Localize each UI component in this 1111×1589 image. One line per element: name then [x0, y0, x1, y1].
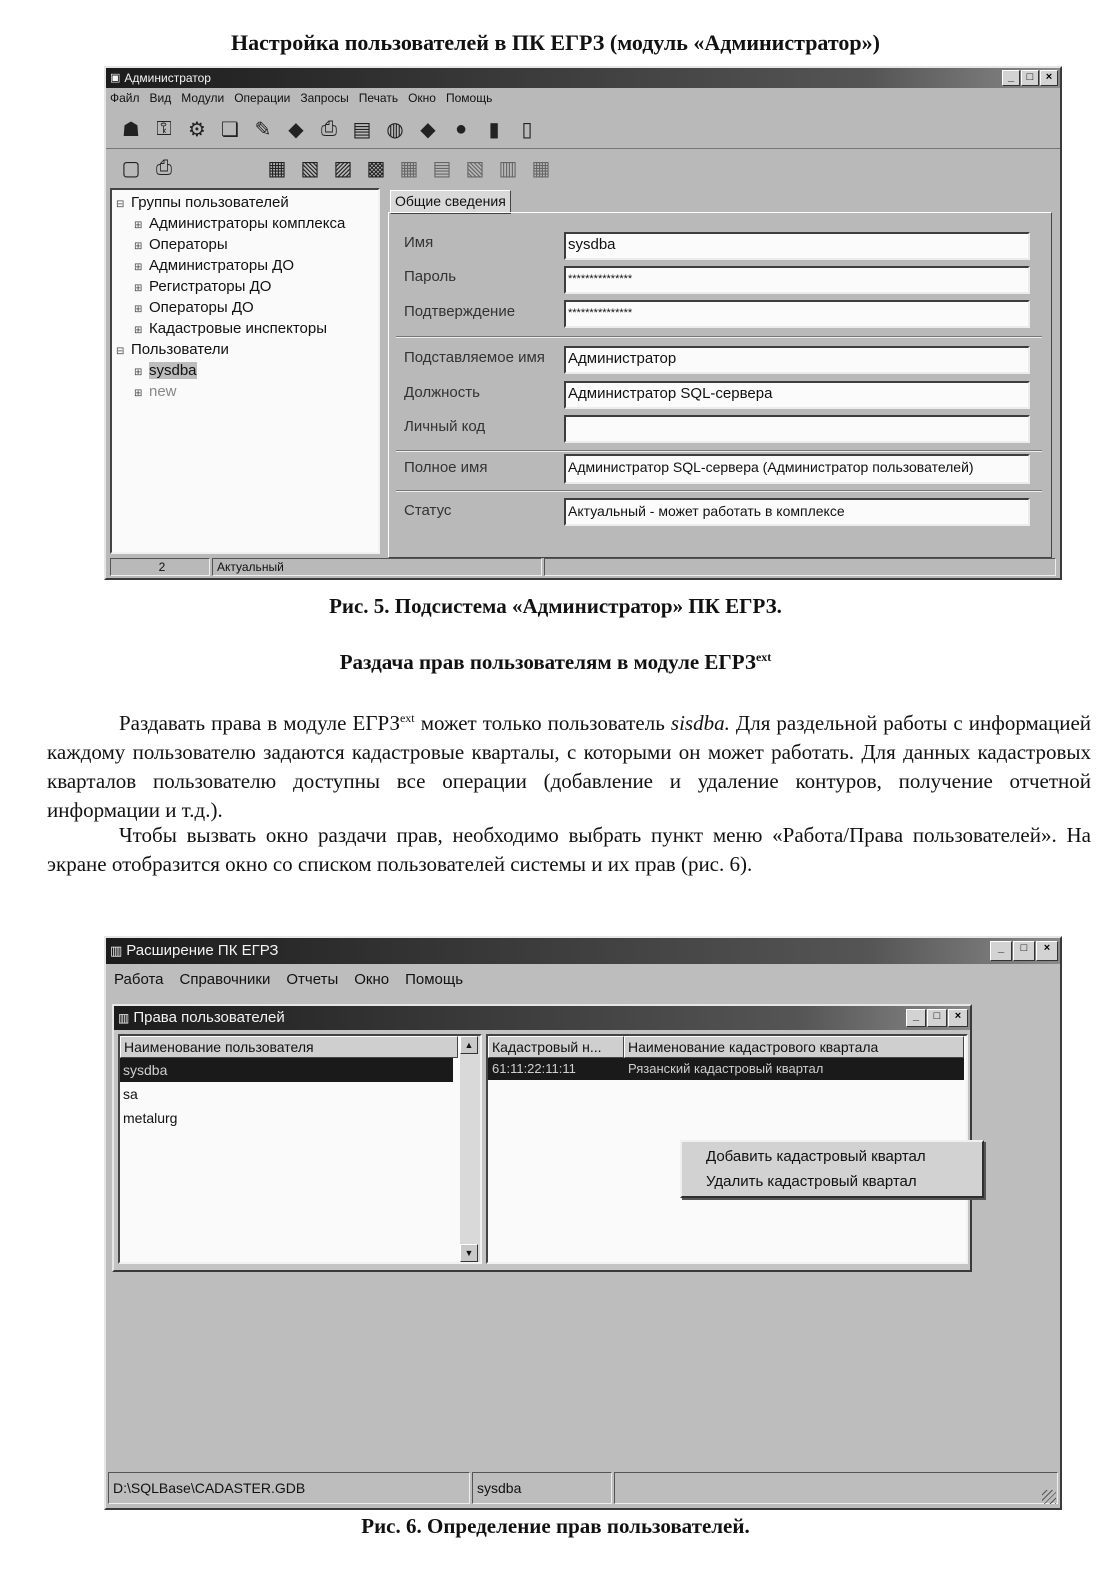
new-doc-icon[interactable]: ▢ — [121, 157, 141, 180]
menu-item[interactable]: Файл — [110, 91, 140, 105]
paragraph-2: Чтобы вызвать окно раздачи прав, необходимо выбрать пункт меню «Работа/Права пользователей». На экране отобразится окно со списком пользователей системы и их прав (рис. 6). — [47, 823, 1091, 876]
grid-save-icon[interactable]: ▦ — [531, 157, 551, 180]
expand-icon[interactable]: ⊞ — [134, 367, 143, 378]
extension-menubar — [106, 964, 1060, 994]
full-name-field[interactable]: Администратор SQL-сервера (Администратор пользователей) — [564, 454, 1030, 484]
position-field[interactable]: Администратор SQL-сервера — [564, 381, 1030, 409]
expand-icon[interactable]: ⊞ — [134, 220, 143, 231]
globe-icon[interactable]: ◍ — [386, 118, 404, 141]
users-list — [118, 1034, 482, 1264]
expand-icon[interactable]: ⊞ — [134, 283, 143, 294]
scroll-down-icon[interactable]: ▼ — [460, 1244, 478, 1262]
tree-node-group[interactable] — [116, 213, 374, 234]
tree-node-label: Кадастровые инспекторы — [149, 320, 328, 337]
menu-item[interactable]: Вид — [149, 91, 172, 105]
user-row[interactable]: metalurg — [123, 1110, 178, 1126]
quarter-name-cell: Рязанский кадастровый квартал — [628, 1061, 824, 1076]
print-icon[interactable]: ⎙ — [156, 156, 172, 179]
collapse-icon[interactable]: ⊟ — [116, 346, 125, 357]
tab-general[interactable]: Общие сведения — [390, 190, 511, 214]
extension-window-title: Расширение ПК ЕГРЗ — [126, 942, 279, 959]
maximize-icon[interactable]: □ — [1013, 941, 1035, 961]
book-icon[interactable]: ▮ — [488, 118, 500, 141]
user-rights-titlebar — [114, 1006, 970, 1030]
resize-grip-icon[interactable] — [1042, 1490, 1056, 1504]
form-divider — [396, 490, 1042, 492]
users-column-header[interactable]: Наименование пользователя — [120, 1036, 458, 1058]
grid-up-icon[interactable]: ▩ — [366, 157, 386, 180]
admin-toolbar-main — [118, 112, 547, 146]
figure-5-caption: Рис. 5. Подсистема «Администратор» ПК ЕГРЗ. — [329, 594, 782, 618]
expand-icon[interactable]: ⊞ — [134, 388, 143, 399]
menu-item[interactable]: Окно — [408, 91, 436, 105]
section-heading: Раздача прав пользователям в модуле $ЕГРЗ^{ext}$ — [339, 650, 772, 674]
close-icon[interactable]: × — [1040, 70, 1058, 86]
full-name-label: Полное имя — [404, 459, 488, 476]
grid-refresh-icon[interactable]: ▤ — [432, 157, 452, 180]
user-row[interactable]: sa — [123, 1086, 138, 1102]
figure-6-caption: Рис. 6. Определение прав пользователей. — [361, 1514, 750, 1538]
document-icon[interactable]: ▤ — [352, 118, 372, 141]
tree-node-group[interactable] — [116, 255, 374, 276]
heading-top: Настройка пользователей в ПК ЕГРЗ (модуль «Администратор») — [231, 30, 880, 55]
close-icon[interactable]: × — [948, 1009, 968, 1027]
tree-node-label: new — [149, 383, 177, 400]
name-label: Имя — [404, 234, 434, 251]
position-label: Должность — [404, 384, 480, 401]
tree-node-users[interactable]: ⊟ Пользователи — [116, 341, 229, 358]
expand-icon[interactable]: ⊞ — [134, 325, 143, 336]
tree-node-label: Администраторы комплекса — [149, 215, 346, 232]
tree-node-label: Операторы — [149, 236, 228, 253]
grid-find-icon[interactable]: ▥ — [498, 157, 518, 180]
admin-window-title: Администратор — [124, 71, 211, 85]
grid-add-icon[interactable]: ▦ — [267, 157, 287, 180]
tree-node-group[interactable] — [116, 318, 374, 339]
extension-titlebar — [106, 938, 1060, 964]
context-menu — [680, 1140, 984, 1198]
minimize-icon[interactable]: _ — [906, 1009, 926, 1027]
diamond-icon[interactable]: ◆ — [288, 118, 304, 141]
pencil-icon[interactable]: ✎ — [254, 118, 272, 141]
user-rights-window — [112, 1004, 972, 1272]
status-state: Актуальный — [212, 558, 542, 576]
personal-code-field[interactable] — [564, 415, 1030, 443]
menu-item[interactable]: Справочники — [179, 970, 271, 988]
name-field[interactable]: sysdba — [564, 232, 1030, 260]
paragraph-1: Раздавать права в модуле $ЕГРЗ^{ext}$ может только пользователь sisdba. Для раздельной работы с информацией каждому пользователю задаются кадастровые кварталы, с которыми он может работать. Для данных кадастровых кварталов пользователю доступны все операции (добавление и удаление контуров, получение отчетной информации и т.д.). — [47, 711, 1092, 822]
quarter-name-header[interactable]: Наименование кадастрового квартала — [624, 1036, 964, 1058]
collapse-icon[interactable]: ⊟ — [116, 199, 125, 210]
tree-node-label: sysdba — [149, 362, 197, 379]
tree-node-group[interactable] — [116, 297, 374, 318]
menu-item[interactable]: Печать — [358, 91, 399, 105]
users-icon[interactable]: ☗ — [122, 118, 140, 141]
display-name-field[interactable]: Администратор — [564, 346, 1030, 374]
minimize-icon[interactable]: _ — [1002, 70, 1020, 86]
grid-delete-icon[interactable]: ▧ — [300, 157, 320, 180]
admin-window — [104, 66, 1062, 580]
menu-item[interactable]: Работа — [114, 970, 164, 988]
admin-titlebar — [106, 68, 1060, 88]
tree-node-group[interactable] — [116, 234, 374, 255]
status-user: sysdba — [472, 1472, 612, 1504]
menu-item[interactable]: Запросы — [300, 91, 349, 105]
personal-code-label: Личный код — [404, 418, 486, 435]
status-label: Статус — [404, 502, 452, 519]
menu-item[interactable]: Модули — [181, 91, 225, 105]
user-row[interactable]: sysdba — [120, 1058, 453, 1082]
quarter-row[interactable] — [488, 1058, 964, 1080]
tree-node-label: Администраторы ДО — [149, 257, 294, 274]
app-icon: ▥ — [110, 943, 123, 958]
user-form-panel — [388, 188, 1052, 558]
admin-menubar — [106, 88, 1060, 108]
confirm-label: Подтверждение — [404, 303, 516, 320]
form-divider — [396, 336, 1042, 338]
status-db-path: D:\SQLBase\CADASTER.GDB — [108, 1472, 470, 1504]
menu-item[interactable]: Помощь — [405, 970, 464, 988]
tree-node-groups[interactable]: ⊟ Группы пользователей — [116, 194, 289, 211]
maximize-icon[interactable]: □ — [927, 1009, 947, 1027]
window-icon: ▥ — [118, 1011, 130, 1025]
tree-node-label: Операторы ДО — [149, 299, 254, 316]
app-icon: ▣ — [110, 72, 121, 84]
password-label: Пароль — [404, 268, 457, 285]
grid-remove-icon[interactable]: ▧ — [465, 157, 485, 180]
add-quarter-menu-item[interactable]: Добавить кадастровый квартал — [706, 1148, 926, 1165]
key-icon[interactable]: ⚿ — [156, 117, 172, 140]
status-count: 2 — [110, 558, 210, 576]
confirm-password-field[interactable]: *************** — [564, 300, 1030, 328]
phone-icon[interactable]: ▯ — [521, 118, 533, 141]
user-tree — [110, 188, 380, 554]
diamond-icon[interactable]: ◆ — [420, 118, 436, 141]
tree-node-group[interactable] — [116, 276, 374, 297]
user-rights-title: Права пользователей — [133, 1009, 285, 1026]
minimize-icon[interactable]: _ — [990, 941, 1012, 961]
menu-item[interactable]: Окно — [354, 970, 390, 988]
tree-node-user[interactable] — [116, 360, 374, 381]
status-empty — [614, 1472, 1058, 1504]
password-field[interactable]: *************** — [564, 266, 1030, 294]
scroll-up-icon[interactable]: ▲ — [460, 1036, 478, 1054]
toolbar-divider — [106, 148, 1060, 149]
status-field[interactable]: Актуальный - может работать в комплексе — [564, 498, 1030, 526]
extension-window — [104, 936, 1062, 1510]
stack-icon[interactable]: ❏ — [221, 118, 239, 141]
menu-item[interactable]: Отчеты — [286, 970, 339, 988]
form-divider — [396, 450, 1042, 452]
expand-icon[interactable]: ⊞ — [134, 304, 143, 315]
status-empty — [544, 558, 1056, 576]
delete-quarter-menu-item[interactable]: Удалить кадастровый квартал — [706, 1173, 917, 1190]
display-name-label: Подставляемое имя — [404, 349, 545, 366]
menu-item[interactable]: Операции — [234, 91, 291, 105]
users-scrollbar[interactable] — [460, 1036, 480, 1262]
quarter-code-header[interactable]: Кадастровый н... — [488, 1036, 624, 1058]
grid-down-icon[interactable]: ▦ — [399, 157, 419, 180]
grid-edit-icon[interactable]: ▨ — [333, 157, 353, 180]
printer-icon[interactable]: ⎙ — [321, 117, 337, 140]
expand-icon[interactable]: ⊞ — [134, 262, 143, 273]
expand-icon[interactable]: ⊞ — [134, 241, 143, 252]
tree-node-user[interactable] — [116, 381, 374, 402]
close-icon[interactable]: × — [1036, 941, 1058, 961]
settings-icon[interactable]: ⚙ — [188, 118, 206, 141]
maximize-icon[interactable]: □ — [1021, 70, 1039, 86]
sphere-icon[interactable]: ● — [454, 117, 468, 140]
menu-item[interactable]: Помощь — [445, 91, 493, 105]
tree-node-label: Регистраторы ДО — [149, 278, 272, 295]
quarter-code-cell: 61:11:22:11:11 — [492, 1061, 576, 1076]
admin-toolbar-grid — [118, 152, 561, 184]
